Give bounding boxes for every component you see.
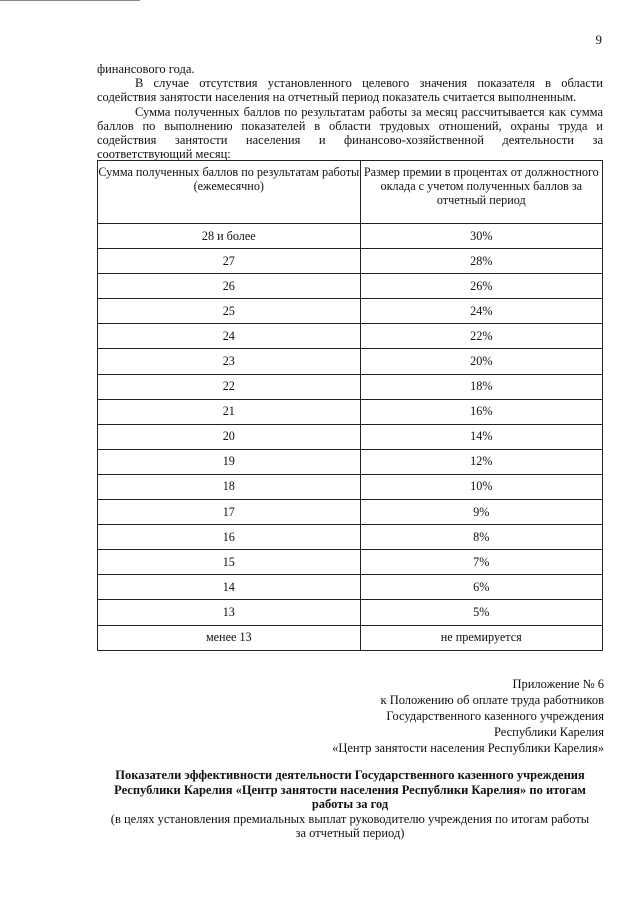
table-row <box>98 274 603 299</box>
header-bonus-percent: Размер премии в процентах от должностного оклада с учетом полученных баллов за отчетный период <box>360 161 602 224</box>
cell-points: 14 <box>98 575 361 600</box>
cell-bonus-percent: 30% <box>360 224 602 249</box>
cell-points: 25 <box>98 299 361 324</box>
cell-bonus-percent: 7% <box>360 550 602 575</box>
page-number: 9 <box>595 32 602 47</box>
cell-bonus-percent: 10% <box>360 474 602 499</box>
paragraph-continuation: финансового года. <box>97 62 195 76</box>
cell-bonus-percent: 18% <box>360 374 602 399</box>
cell-points: 26 <box>98 274 361 299</box>
title-line: Показатели эффективности деятельности Государственного казенного учреждения <box>115 768 585 782</box>
cell-bonus-percent: 16% <box>360 399 602 424</box>
table-row <box>98 625 603 650</box>
appendix-reference <box>332 676 604 756</box>
paragraph-points-sum-end: соответствующий месяц: <box>97 147 231 162</box>
table-row <box>98 399 603 424</box>
table-row <box>98 600 603 625</box>
title-note: за отчетный период) <box>295 826 405 841</box>
table-row <box>98 299 603 324</box>
table-row <box>98 474 603 499</box>
cell-bonus-percent: 5% <box>360 600 602 625</box>
cell-bonus-percent: 6% <box>360 575 602 600</box>
cell-points: 22 <box>98 374 361 399</box>
title-line: Республики Карелия «Центр занятости населения Республики Карелия» по итогам <box>114 782 586 797</box>
cell-bonus-percent: 28% <box>360 249 602 274</box>
appendix-line: Государственного казенного учреждения <box>386 709 604 723</box>
appendix-line: Республики Карелия <box>493 725 604 739</box>
cell-bonus-percent: 24% <box>360 299 602 324</box>
cell-points: 13 <box>98 600 361 625</box>
bonus-table <box>97 160 603 651</box>
cell-points: 19 <box>98 449 361 474</box>
cell-points: 15 <box>98 550 361 575</box>
table-row <box>98 249 603 274</box>
cell-bonus-percent: 12% <box>360 449 602 474</box>
appendix-number: Приложение № 6 <box>512 677 604 691</box>
paragraph-target-value: В случае отсутствия установленного целевого значения показателя в области содействия занятости населения на отчетный период показатель считается выполненным. <box>97 76 603 105</box>
cell-bonus-percent: 22% <box>360 324 602 349</box>
table-header-row <box>98 161 603 224</box>
table-row <box>98 424 603 449</box>
paragraph-points-sum: Сумма полученных баллов по результатам работы за месяц рассчитывается как сумма баллов по выполнению показателей в области трудовых отношений, охраны труда и содействия занятости населения и финансово-хозяйственной деятельности за <box>97 104 603 148</box>
table-row <box>98 500 603 525</box>
table-row <box>98 324 603 349</box>
header-points: Сумма полученных баллов по результатам работы (ежемесячно) <box>98 161 361 224</box>
cell-bonus-percent: 9% <box>360 500 602 525</box>
table-row <box>98 374 603 399</box>
cell-bonus-percent: не премируется <box>360 625 602 650</box>
appendix-line: к Положению об оплате труда работников <box>380 693 604 707</box>
cell-points: 17 <box>98 500 361 525</box>
cell-points: 28 и более <box>98 224 361 249</box>
table-row <box>98 449 603 474</box>
table-body <box>98 224 603 651</box>
table-row <box>98 525 603 550</box>
appendix-line: «Центр занятости населения Республики Карелия» <box>332 741 604 755</box>
table-row <box>98 349 603 374</box>
table-row <box>98 550 603 575</box>
cell-points: 24 <box>98 324 361 349</box>
cell-points: 21 <box>98 399 361 424</box>
intro-text <box>97 62 603 161</box>
cell-bonus-percent: 8% <box>360 525 602 550</box>
scan-artifact-line <box>0 0 140 1</box>
cell-points: 20 <box>98 424 361 449</box>
table-row <box>98 224 603 249</box>
title-note: (в целях установления премиальных выплат руководителю учреждения по итогам работы <box>110 811 590 826</box>
cell-points: 23 <box>98 349 361 374</box>
cell-bonus-percent: 20% <box>360 349 602 374</box>
cell-points: 27 <box>98 249 361 274</box>
cell-bonus-percent: 14% <box>360 424 602 449</box>
cell-points: 16 <box>98 525 361 550</box>
cell-bonus-percent: 26% <box>360 274 602 299</box>
table-row <box>98 575 603 600</box>
cell-points: менее 13 <box>98 625 361 650</box>
section-title <box>97 768 603 841</box>
title-line: работы за год <box>311 797 389 812</box>
cell-points: 18 <box>98 474 361 499</box>
